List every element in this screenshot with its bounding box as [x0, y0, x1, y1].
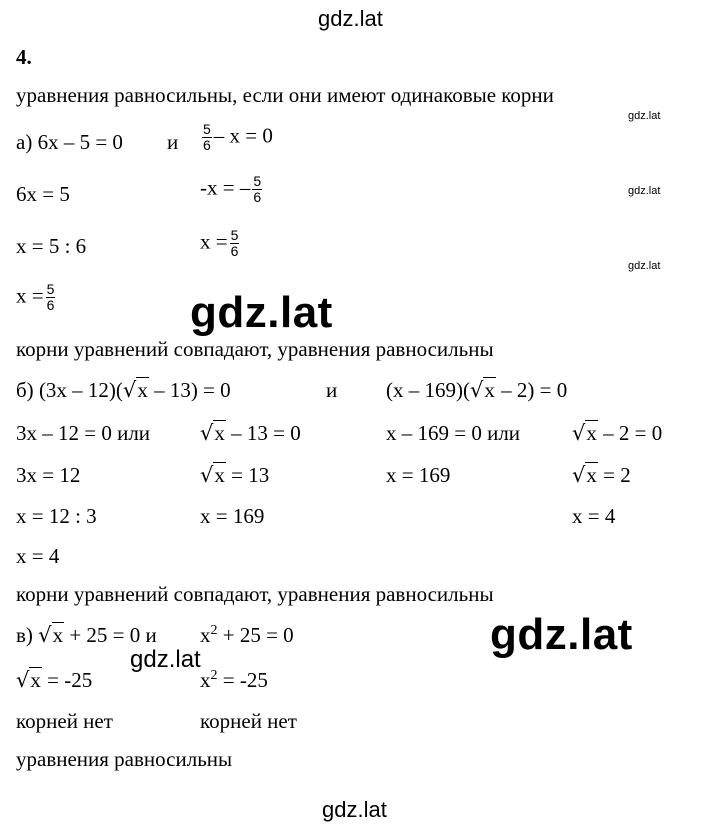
sqrt: √x	[38, 623, 64, 647]
part-b-row2-d: √x = 2	[572, 463, 631, 487]
part-b-conclusion: корни уравнений совпадают, уравнения равносильны	[16, 582, 494, 606]
watermark-mid: gdz.lat	[130, 646, 201, 673]
part-a-line2-left: 6x = 5	[16, 182, 70, 206]
sqrt: √x	[572, 421, 597, 445]
fraction: $\frac{5}{6}$	[203, 121, 211, 153]
sqrt: √x	[469, 378, 495, 402]
part-a-conclusion: корни уравнений совпадают, уравнения равносильны	[16, 337, 494, 361]
part-c-line2-a: √x = -25	[16, 668, 93, 692]
fraction: $\frac{5}{6}$	[46, 281, 55, 313]
watermark-header: gdz.lat	[318, 6, 383, 31]
part-b-row3-a: x = 12 : 3	[16, 504, 97, 528]
sqrt: √x	[122, 378, 148, 402]
watermark-big: gdz.lat	[490, 610, 633, 659]
part-b-row2-b: √x = 13	[200, 463, 270, 487]
watermark-footer: gdz.lat	[322, 797, 387, 822]
part-b-row2-a: 3x = 12	[16, 463, 81, 487]
part-b-row1-a: 3x – 12 = 0 или	[16, 421, 151, 445]
sqrt: √x	[572, 463, 597, 487]
part-a-line4: x = $\frac{5}{6}$	[16, 281, 55, 313]
part-b-eq1: б) (3x – 12)(√x – 13) = 0	[16, 378, 231, 402]
part-c-no-roots-2: корней нет	[200, 709, 297, 733]
sqrt: √x	[16, 668, 41, 692]
part-c-conclusion: уравнения равносильны	[16, 747, 233, 771]
fraction: $\frac{5}{6}$	[230, 227, 239, 259]
part-a-eq1: а) 6x – 5 = 0	[16, 130, 123, 154]
watermark-small: gdz.lat	[628, 185, 661, 197]
part-b-row1-d: √x – 2 = 0	[572, 421, 663, 445]
part-b-row1-b: √x – 13 = 0	[200, 421, 301, 445]
part-c-no-roots-1: корней нет	[16, 709, 113, 733]
part-b-and: и	[326, 378, 338, 402]
part-b-row3-d: x = 4	[572, 504, 616, 528]
part-a-line3-right: x = $\frac{5}{6}$	[200, 227, 239, 259]
part-c-eq1: в) √x + 25 = 0 и	[16, 623, 157, 647]
intro-text: уравнения равносильны, если они имеют одинаковые корни	[16, 83, 554, 107]
part-c-eq2: $x^2 + 25 = 0$	[200, 623, 294, 647]
part-b-row2-c: x = 169	[386, 463, 451, 487]
part-a-eq2: $\frac{5}{6}$ – x = 0	[203, 121, 273, 153]
part-c-line2-b: $x^2 = -25$	[200, 668, 268, 692]
sqrt: √x	[200, 463, 225, 487]
part-b-row3-b: x = 169	[200, 504, 265, 528]
fraction: $\frac{5}{6}$	[253, 173, 262, 205]
watermark-small: gdz.lat	[628, 110, 661, 122]
task-number: 4.	[16, 45, 32, 69]
part-b-row1-c: x – 169 = 0 или	[386, 421, 521, 445]
part-a-line2-right: -x = – $\frac{5}{6}$	[200, 173, 262, 205]
part-b-eq2: (x – 169)(√x – 2) = 0	[386, 378, 568, 402]
watermark-big: gdz.lat	[190, 288, 333, 337]
part-a-line3-left: x = 5 : 6	[16, 234, 87, 258]
part-a-and: и	[167, 130, 179, 154]
part-b-row4-a: x = 4	[16, 544, 60, 568]
watermark-small: gdz.lat	[628, 260, 661, 272]
sqrt: √x	[200, 421, 225, 445]
